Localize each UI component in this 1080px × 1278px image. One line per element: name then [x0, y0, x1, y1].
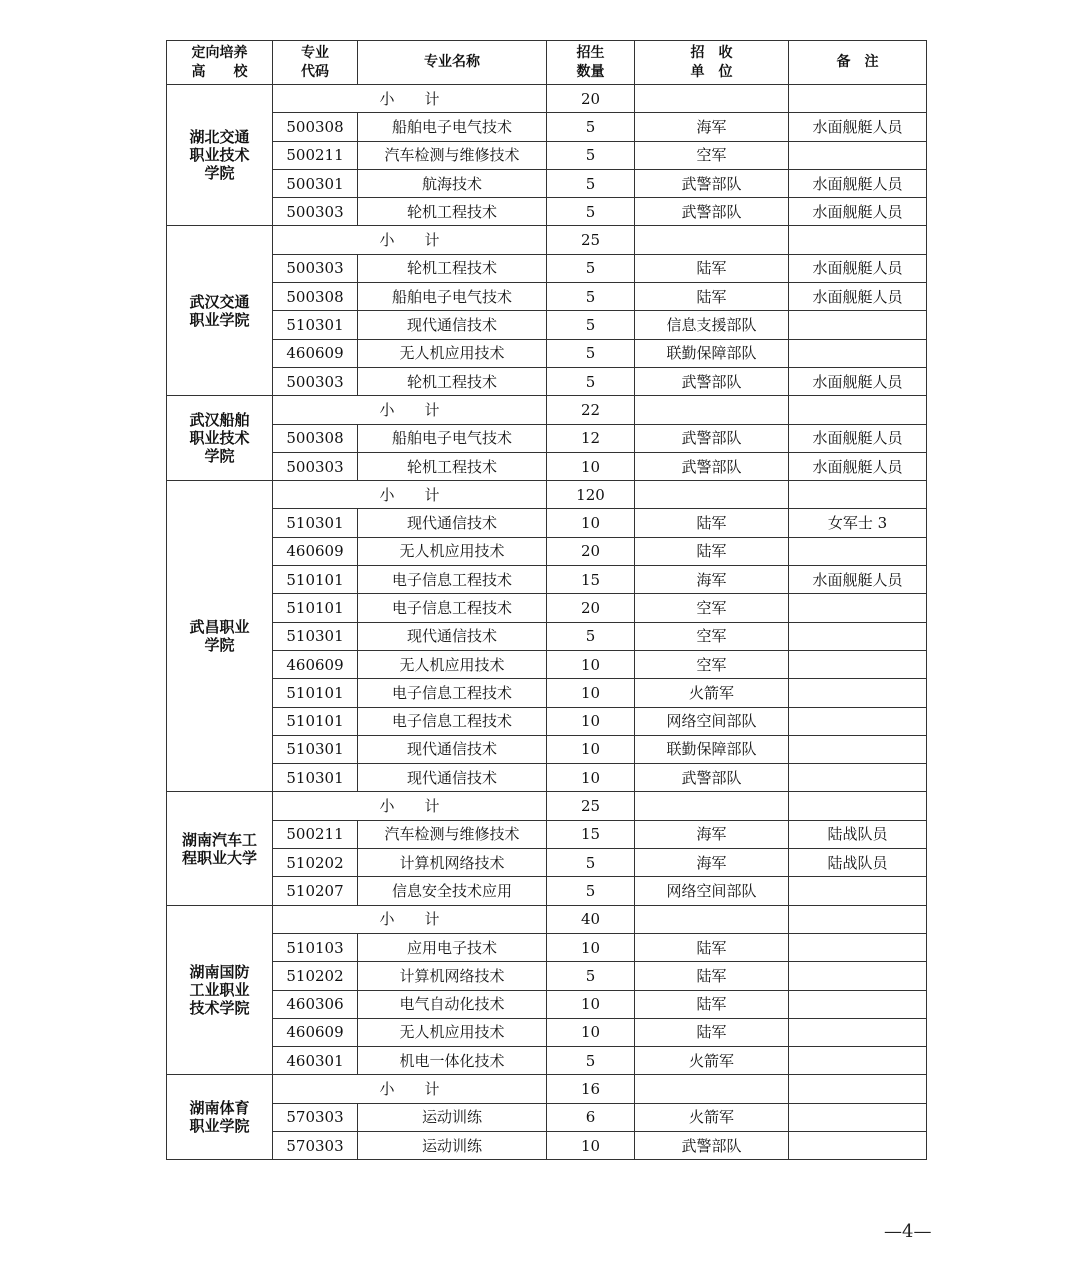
subtotal-row [167, 905, 927, 933]
school-name-line: 职业技术 [189, 429, 250, 448]
enrollment-count-cell: 5 [547, 962, 635, 990]
major-name-cell: 航海技术 [358, 169, 547, 197]
major-code-cell: 510202 [273, 849, 358, 877]
subtotal-count: 120 [547, 481, 635, 509]
recruiting-unit-cell: 联勤保障部队 [635, 735, 789, 763]
table-row [167, 169, 927, 197]
page-number: —4— [884, 1221, 932, 1242]
major-code-cell: 510301 [273, 764, 358, 792]
subtotal-note-empty [789, 226, 927, 254]
major-name-cell: 电气自动化技术 [358, 990, 547, 1018]
school-name-cell [167, 226, 273, 396]
header-school-line1: 定向培养 [191, 44, 248, 61]
school-name-line: 职业学院 [189, 310, 250, 329]
subtotal-row [167, 396, 927, 424]
header-count [547, 41, 635, 85]
recruiting-unit-cell: 联勤保障部队 [635, 339, 789, 367]
header-school [167, 41, 273, 85]
subtotal-unit-empty [635, 396, 789, 424]
major-code-cell: 570303 [273, 1131, 358, 1159]
note-cell: 水面舰艇人员 [789, 283, 927, 311]
major-code-cell: 500303 [273, 198, 358, 226]
table-row [167, 735, 927, 763]
header-code-line2: 代码 [301, 63, 329, 80]
subtotal-unit-empty [635, 1075, 789, 1103]
school-name-line: 武昌职业 [189, 618, 250, 637]
school-name-cell [167, 396, 273, 481]
enrollment-count-cell: 5 [547, 311, 635, 339]
subtotal-label: 小 计 [273, 792, 547, 820]
note-cell [789, 622, 927, 650]
note-cell [789, 962, 927, 990]
major-code-cell: 500308 [273, 283, 358, 311]
enrollment-count-cell: 5 [547, 1047, 635, 1075]
header-school-line2: 高 校 [191, 63, 248, 80]
note-cell: 陆战队员 [789, 849, 927, 877]
major-code-cell: 460609 [273, 537, 358, 565]
note-cell [789, 1103, 927, 1131]
note-cell [789, 594, 927, 622]
recruiting-unit-cell: 空军 [635, 141, 789, 169]
major-code-cell: 510202 [273, 962, 358, 990]
subtotal-unit-empty [635, 226, 789, 254]
enrollment-count-cell: 5 [547, 877, 635, 905]
note-cell [789, 933, 927, 961]
note-cell [789, 1018, 927, 1046]
enrollment-count-cell: 5 [547, 113, 635, 141]
enrollment-count-cell: 10 [547, 735, 635, 763]
header-name: 专业名称 [358, 41, 547, 85]
note-cell: 水面舰艇人员 [789, 169, 927, 197]
table-row [167, 311, 927, 339]
major-code-cell: 510301 [273, 509, 358, 537]
table-row [167, 1047, 927, 1075]
note-cell [789, 764, 927, 792]
major-name-cell: 电子信息工程技术 [358, 566, 547, 594]
major-name-cell: 轮机工程技术 [358, 452, 547, 480]
major-code-cell: 460301 [273, 1047, 358, 1075]
major-name-cell: 汽车检测与维修技术 [358, 820, 547, 848]
subtotal-count: 16 [547, 1075, 635, 1103]
table-row [167, 537, 927, 565]
major-code-cell: 460609 [273, 339, 358, 367]
major-name-cell: 船舶电子电气技术 [358, 283, 547, 311]
recruiting-unit-cell: 空军 [635, 594, 789, 622]
table-row [167, 679, 927, 707]
recruiting-unit-cell: 陆军 [635, 509, 789, 537]
recruiting-unit-cell: 武警部队 [635, 367, 789, 395]
recruiting-unit-cell: 空军 [635, 650, 789, 678]
school-name-cell [167, 85, 273, 226]
major-code-cell: 500211 [273, 820, 358, 848]
enrollment-count-cell: 5 [547, 622, 635, 650]
school-name-line: 技术学院 [189, 999, 250, 1017]
major-name-cell: 船舶电子电气技术 [358, 113, 547, 141]
note-cell: 水面舰艇人员 [789, 254, 927, 282]
recruiting-unit-cell: 空军 [635, 622, 789, 650]
recruiting-unit-cell: 陆军 [635, 933, 789, 961]
note-cell: 女军士 3 [789, 509, 927, 537]
header-unit-line2: 单 位 [690, 63, 733, 80]
header-unit [635, 41, 789, 85]
enrollment-count-cell: 5 [547, 254, 635, 282]
subtotal-unit-empty [635, 905, 789, 933]
enrollment-count-cell: 15 [547, 820, 635, 848]
table-row [167, 1018, 927, 1046]
enrollment-count-cell: 6 [547, 1103, 635, 1131]
subtotal-label: 小 计 [273, 905, 547, 933]
recruiting-unit-cell: 陆军 [635, 1018, 789, 1046]
subtotal-unit-empty [635, 481, 789, 509]
school-name-cell [167, 481, 273, 792]
enrollment-count-cell: 20 [547, 594, 635, 622]
recruiting-unit-cell: 武警部队 [635, 424, 789, 452]
note-cell [789, 679, 927, 707]
recruiting-unit-cell: 网络空间部队 [635, 707, 789, 735]
subtotal-note-empty [789, 396, 927, 424]
note-cell: 水面舰艇人员 [789, 452, 927, 480]
note-cell: 水面舰艇人员 [789, 566, 927, 594]
major-code-cell: 460306 [273, 990, 358, 1018]
subtotal-unit-empty [635, 792, 789, 820]
recruiting-unit-cell: 武警部队 [635, 169, 789, 197]
school-name-cell [167, 905, 273, 1075]
major-name-cell: 现代通信技术 [358, 509, 547, 537]
subtotal-count: 40 [547, 905, 635, 933]
note-cell [789, 650, 927, 678]
major-code-cell: 500211 [273, 141, 358, 169]
recruiting-unit-cell: 海军 [635, 820, 789, 848]
note-cell [789, 735, 927, 763]
note-cell: 水面舰艇人员 [789, 113, 927, 141]
subtotal-row [167, 481, 927, 509]
header-count-line2: 数量 [576, 63, 605, 80]
subtotal-row [167, 1075, 927, 1103]
enrollment-count-cell: 5 [547, 198, 635, 226]
table-row [167, 990, 927, 1018]
school-name-line: 湖南汽车工 [181, 830, 257, 849]
enrollment-count-cell: 10 [547, 1018, 635, 1046]
major-name-cell: 应用电子技术 [358, 933, 547, 961]
major-name-cell: 无人机应用技术 [358, 650, 547, 678]
major-code-cell: 460609 [273, 650, 358, 678]
major-code-cell: 510103 [273, 933, 358, 961]
note-cell: 陆战队员 [789, 820, 927, 848]
major-name-cell: 运动训练 [358, 1131, 547, 1159]
recruiting-unit-cell: 武警部队 [635, 764, 789, 792]
subtotal-label: 小 计 [273, 481, 547, 509]
header-unit-line1: 招 收 [690, 44, 733, 61]
major-name-cell: 现代通信技术 [358, 764, 547, 792]
note-cell [789, 311, 927, 339]
major-code-cell: 510101 [273, 707, 358, 735]
recruiting-unit-cell: 陆军 [635, 990, 789, 1018]
note-cell [789, 537, 927, 565]
enrollment-count-cell: 10 [547, 933, 635, 961]
enrollment-count-cell: 20 [547, 537, 635, 565]
table-body [167, 85, 927, 1160]
recruiting-unit-cell: 武警部队 [635, 1131, 789, 1159]
recruiting-unit-cell: 武警部队 [635, 452, 789, 480]
table-row [167, 1103, 927, 1131]
major-name-cell: 计算机网络技术 [358, 849, 547, 877]
table-row [167, 1131, 927, 1159]
table-row [167, 339, 927, 367]
subtotal-note-empty [789, 481, 927, 509]
table-row [167, 283, 927, 311]
recruiting-unit-cell: 海军 [635, 566, 789, 594]
school-name-line: 学院 [204, 636, 235, 655]
subtotal-note-empty [789, 1075, 927, 1103]
school-name-line: 职业技术 [189, 146, 250, 165]
major-name-cell: 无人机应用技术 [358, 537, 547, 565]
note-cell [789, 707, 927, 735]
major-code-cell: 510301 [273, 735, 358, 763]
enrollment-count-cell: 10 [547, 1131, 635, 1159]
table-row [167, 113, 927, 141]
major-code-cell: 460609 [273, 1018, 358, 1046]
enrollment-count-cell: 12 [547, 424, 635, 452]
enrollment-count-cell: 10 [547, 650, 635, 678]
major-code-cell: 500303 [273, 367, 358, 395]
major-name-cell: 信息安全技术应用 [358, 877, 547, 905]
subtotal-unit-empty [635, 85, 789, 113]
note-cell [789, 877, 927, 905]
recruiting-unit-cell: 信息支援部队 [635, 311, 789, 339]
note-cell [789, 141, 927, 169]
header-count-line1: 招生 [576, 44, 605, 61]
major-name-cell: 轮机工程技术 [358, 367, 547, 395]
table-row [167, 849, 927, 877]
enrollment-count-cell: 5 [547, 141, 635, 169]
enrollment-count-cell: 10 [547, 990, 635, 1018]
table-row [167, 254, 927, 282]
major-name-cell: 电子信息工程技术 [358, 707, 547, 735]
major-code-cell: 500308 [273, 113, 358, 141]
major-code-cell: 500303 [273, 452, 358, 480]
recruiting-unit-cell: 武警部队 [635, 198, 789, 226]
subtotal-note-empty [789, 905, 927, 933]
recruiting-unit-cell: 陆军 [635, 537, 789, 565]
major-code-cell: 510301 [273, 311, 358, 339]
subtotal-label: 小 计 [273, 85, 547, 113]
note-cell [789, 1047, 927, 1075]
enrollment-count-cell: 15 [547, 566, 635, 594]
major-name-cell: 电子信息工程技术 [358, 679, 547, 707]
major-name-cell: 机电一体化技术 [358, 1047, 547, 1075]
school-name-line: 职业学院 [189, 1117, 250, 1136]
note-cell [789, 1131, 927, 1159]
major-code-cell: 510301 [273, 622, 358, 650]
major-name-cell: 无人机应用技术 [358, 1018, 547, 1046]
recruiting-unit-cell: 火箭军 [635, 1047, 789, 1075]
major-code-cell: 510101 [273, 679, 358, 707]
major-name-cell: 轮机工程技术 [358, 254, 547, 282]
subtotal-count: 25 [547, 792, 635, 820]
enrollment-count-cell: 5 [547, 283, 635, 311]
subtotal-row [167, 85, 927, 113]
note-cell: 水面舰艇人员 [789, 367, 927, 395]
enrollment-count-cell: 10 [547, 764, 635, 792]
enrollment-table [166, 40, 927, 1160]
major-name-cell: 现代通信技术 [358, 311, 547, 339]
table-row [167, 820, 927, 848]
table-row [167, 962, 927, 990]
note-cell: 水面舰艇人员 [789, 198, 927, 226]
recruiting-unit-cell: 火箭军 [635, 679, 789, 707]
school-name-line: 武汉交通 [189, 292, 250, 311]
recruiting-unit-cell: 陆军 [635, 962, 789, 990]
major-code-cell: 510207 [273, 877, 358, 905]
school-name-line: 学院 [204, 164, 235, 183]
table-row [167, 566, 927, 594]
major-name-cell: 电子信息工程技术 [358, 594, 547, 622]
school-name-cell [167, 792, 273, 905]
school-name-line: 学院 [204, 447, 235, 466]
recruiting-unit-cell: 网络空间部队 [635, 877, 789, 905]
major-code-cell: 500303 [273, 254, 358, 282]
table-row [167, 452, 927, 480]
major-name-cell: 现代通信技术 [358, 735, 547, 763]
recruiting-unit-cell: 陆军 [635, 283, 789, 311]
school-name-line: 湖南国防 [189, 963, 250, 981]
school-name-cell [167, 1075, 273, 1160]
recruiting-unit-cell: 火箭军 [635, 1103, 789, 1131]
school-name-line: 湖北交通 [189, 128, 250, 147]
enrollment-count-cell: 5 [547, 169, 635, 197]
note-cell [789, 339, 927, 367]
major-name-cell: 汽车检测与维修技术 [358, 141, 547, 169]
subtotal-label: 小 计 [273, 396, 547, 424]
major-name-cell: 轮机工程技术 [358, 198, 547, 226]
table-row [167, 933, 927, 961]
subtotal-note-empty [789, 792, 927, 820]
subtotal-row [167, 792, 927, 820]
major-name-cell: 现代通信技术 [358, 622, 547, 650]
recruiting-unit-cell: 陆军 [635, 254, 789, 282]
header-note: 备 注 [789, 41, 927, 85]
enrollment-count-cell: 10 [547, 509, 635, 537]
major-code-cell: 500308 [273, 424, 358, 452]
recruiting-unit-cell: 海军 [635, 113, 789, 141]
school-name-line: 工业职业 [189, 981, 250, 999]
major-name-cell: 船舶电子电气技术 [358, 424, 547, 452]
table-row [167, 877, 927, 905]
subtotal-note-empty [789, 85, 927, 113]
enrollment-count-cell: 5 [547, 849, 635, 877]
table-row [167, 198, 927, 226]
table-row [167, 764, 927, 792]
enrollment-count-cell: 5 [547, 367, 635, 395]
major-code-cell: 500301 [273, 169, 358, 197]
note-cell: 水面舰艇人员 [789, 424, 927, 452]
subtotal-count: 20 [547, 85, 635, 113]
school-name-line: 湖南体育 [189, 1099, 250, 1118]
table-row [167, 367, 927, 395]
table-row [167, 650, 927, 678]
recruiting-unit-cell: 海军 [635, 849, 789, 877]
table-row [167, 622, 927, 650]
subtotal-label: 小 计 [273, 226, 547, 254]
major-code-cell: 510101 [273, 594, 358, 622]
enrollment-count-cell: 10 [547, 679, 635, 707]
table-row [167, 424, 927, 452]
table-row [167, 707, 927, 735]
subtotal-label: 小 计 [273, 1075, 547, 1103]
table-row [167, 594, 927, 622]
enrollment-count-cell: 5 [547, 339, 635, 367]
major-name-cell: 运动训练 [358, 1103, 547, 1131]
table-row [167, 509, 927, 537]
major-name-cell: 无人机应用技术 [358, 339, 547, 367]
enrollment-count-cell: 10 [547, 707, 635, 735]
header-code-line1: 专业 [301, 44, 329, 61]
subtotal-count: 25 [547, 226, 635, 254]
header-code [273, 41, 358, 85]
enrollment-count-cell: 10 [547, 452, 635, 480]
major-code-cell: 570303 [273, 1103, 358, 1131]
major-name-cell: 计算机网络技术 [358, 962, 547, 990]
major-code-cell: 510101 [273, 566, 358, 594]
note-cell [789, 990, 927, 1018]
school-name-line: 武汉船舶 [189, 411, 250, 430]
subtotal-count: 22 [547, 396, 635, 424]
school-name-line: 程职业大学 [181, 848, 257, 867]
header-row [167, 41, 927, 85]
table-row [167, 141, 927, 169]
subtotal-row [167, 226, 927, 254]
